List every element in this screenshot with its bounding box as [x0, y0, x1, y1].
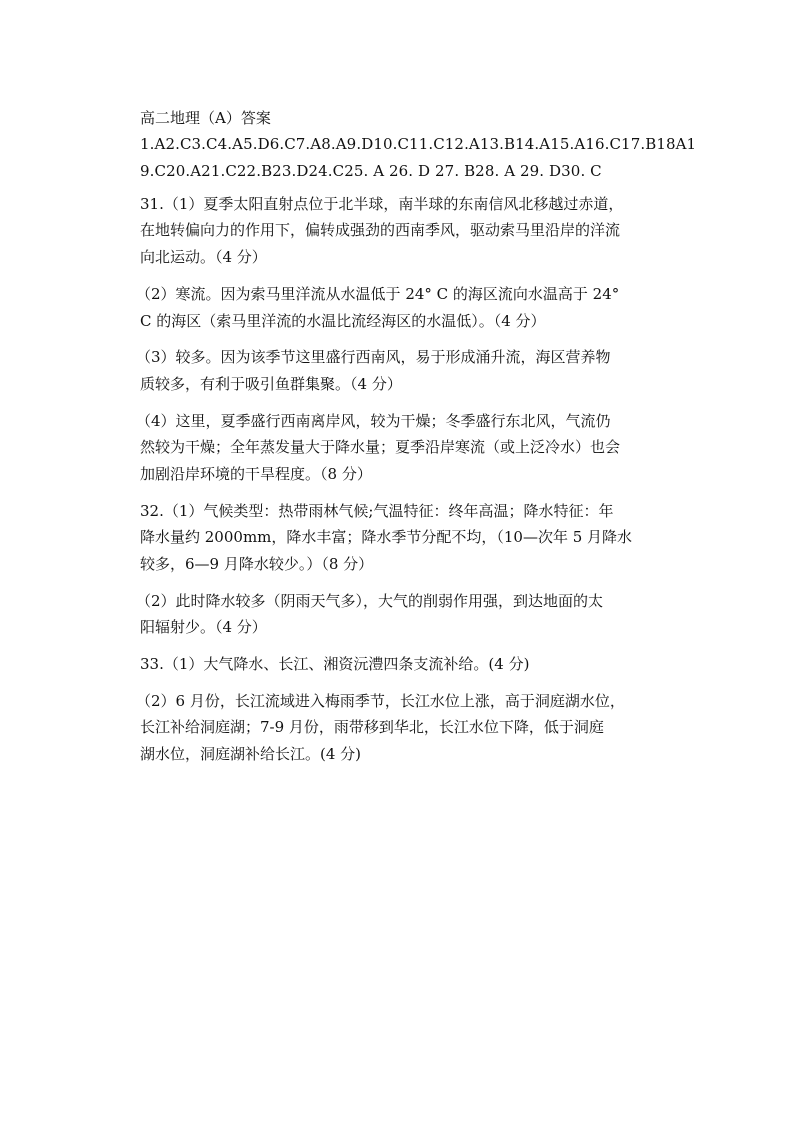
answer-line: 质较多，有利于吸引鱼群集聚。（4 分） [140, 374, 402, 393]
answer-line: 33.（1）大气降水、长江、湘资沅澧四条支流补给。(4 分) [140, 655, 530, 674]
answer-line: （2）寒流。因为索马里洋流从水温低于 24° C 的海区流向水温高于 24° [136, 284, 620, 303]
question-32-part-1 [140, 498, 660, 578]
answer-line: 较多，6—9 月降水较少。）（8 分） [140, 555, 374, 573]
question-31-part-2 [136, 281, 660, 334]
answer-line: （4）这里，夏季盛行西南离岸风，较为干燥；冬季盛行东北风，气流仍 [136, 411, 611, 430]
answer-line: （3）较多。因为该季节这里盛行西南风，易于形成涌升流，海区营养物 [136, 348, 611, 367]
answer-line: 31.（1）夏季太阳直射点位于北半球，南半球的东南信风北移越过赤道， [140, 194, 624, 213]
answer-line: 在地转偏向力的作用下，偏转成强劲的西南季风，驱动索马里沿岸的洋流 [140, 221, 621, 240]
answer-sheet [136, 108, 697, 768]
question-31-part-4 [136, 408, 660, 488]
mcq-answers-line-1: 1.A2.C3.C4.A5.D6.C7.A8.A9.D10.C11.C12.A13.B14.A15.A16.C17.B18A1 [140, 135, 697, 154]
mcq-answers-line-2: 9.C20.A21.C22.B23.D24.C25. A 26. D 27. B28. A 29. D30. C [140, 161, 602, 180]
answer-line: 降水量约 2000mm，降水丰富；降水季节分配不均，（10—次年 5 月降水 [140, 528, 633, 547]
answer-line: 阳辐射少。（4 分） [140, 618, 267, 637]
answer-line: 32.（1）气候类型：热带雨林气候;气温特征：终年高温；降水特征：年 [140, 501, 614, 520]
question-31-part-1 [140, 191, 660, 271]
answer-line: C 的海区（索马里洋流的水温比流经海区的水温低）。（4 分） [140, 311, 546, 330]
answer-line: （2）6 月份，长江流域进入梅雨季节，长江水位上涨，高于洞庭湖水位， [136, 691, 625, 710]
answer-line: （2）此时降水较多（阴雨天气多），大气的削弱作用强，到达地面的太 [136, 591, 604, 610]
question-32-part-2 [136, 588, 660, 641]
answer-line: 湖水位，洞庭湖补给长江。(4 分) [140, 745, 362, 764]
question-33-part-1 [140, 651, 660, 678]
answer-line: 然较为干燥；全年蒸发量大于降水量；夏季沿岸寒流（或上泛冷水）也会 [140, 438, 621, 457]
document-title: 高二地理（A）答案 [140, 109, 271, 127]
question-33-part-2 [136, 688, 660, 768]
answer-line: 长江补给洞庭湖；7-9 月份，雨带移到华北，长江水位下降，低于洞庭 [140, 718, 604, 737]
answer-line: 向北运动。（4 分） [140, 248, 267, 267]
answer-line: 加剧沿岸环境的干旱程度。（8 分） [140, 464, 372, 483]
question-31-part-3 [136, 344, 660, 397]
